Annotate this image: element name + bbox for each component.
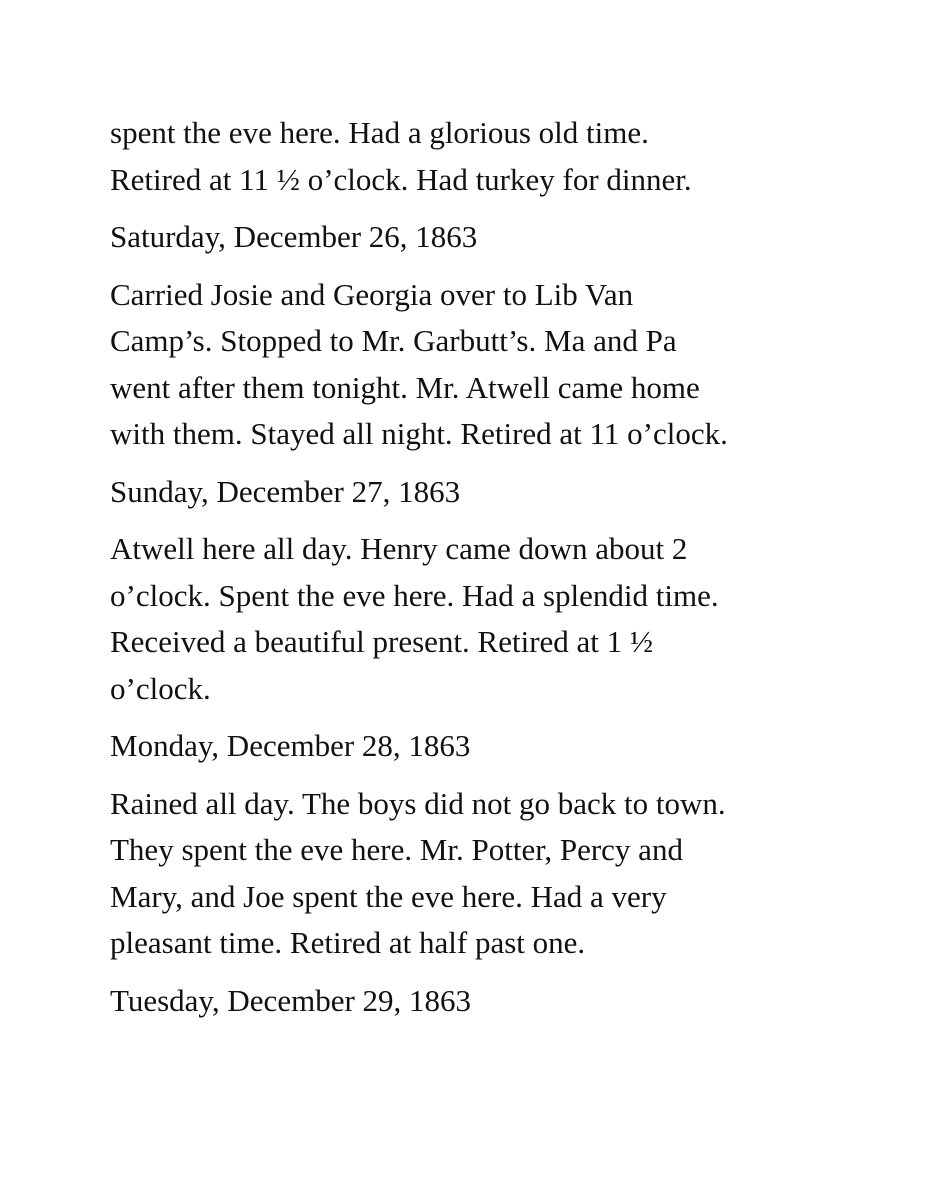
text-line: Received a beautiful present. Retired at 1 ½	[110, 624, 654, 659]
diary-entry-text	[110, 272, 820, 458]
text-line: Carried Josie and Georgia over to Lib Van	[110, 276, 634, 312]
text-line: Rained all day. The boys did not go back to town.	[110, 785, 726, 821]
date-line: Tuesday, December 29, 1863	[110, 982, 472, 1018]
diary-entry-text	[110, 781, 820, 967]
text-line: o’clock.	[110, 670, 211, 706]
diary-entry-date	[110, 214, 820, 261]
diary-entry-date	[110, 978, 820, 1025]
text-line: Atwell here all day. Henry came down about 2	[110, 531, 688, 566]
diary-page	[110, 110, 820, 1035]
text-line: They spent the eve here. Mr. Potter, Percy and	[110, 832, 683, 867]
text-line: went after them tonight. Mr. Atwell came home	[110, 369, 700, 405]
diary-entry-date	[110, 469, 820, 516]
date-line: Saturday, December 26, 1863	[110, 219, 478, 254]
text-line: Mary, and Joe spent the eve here. Had a very	[110, 878, 667, 914]
diary-entry-text	[110, 110, 820, 203]
text-line: spent the eve here. Had a glorious old time.	[110, 115, 649, 150]
text-line: pleasant time. Retired at half past one.	[110, 925, 586, 960]
text-line: with them. Stayed all night. Retired at 11 o’clock.	[110, 416, 728, 451]
diary-entry-date	[110, 723, 820, 770]
text-line: Camp’s. Stopped to Mr. Garbutt’s. Ma and Pa	[110, 323, 677, 358]
diary-entry-text	[110, 526, 820, 712]
date-line: Monday, December 28, 1863	[110, 728, 471, 763]
text-line: o’clock. Spent the eve here. Had a splendid time.	[110, 577, 719, 613]
text-line: Retired at 11 ½ o’clock. Had turkey for dinner.	[110, 161, 692, 197]
date-line: Sunday, December 27, 1863	[110, 473, 461, 509]
